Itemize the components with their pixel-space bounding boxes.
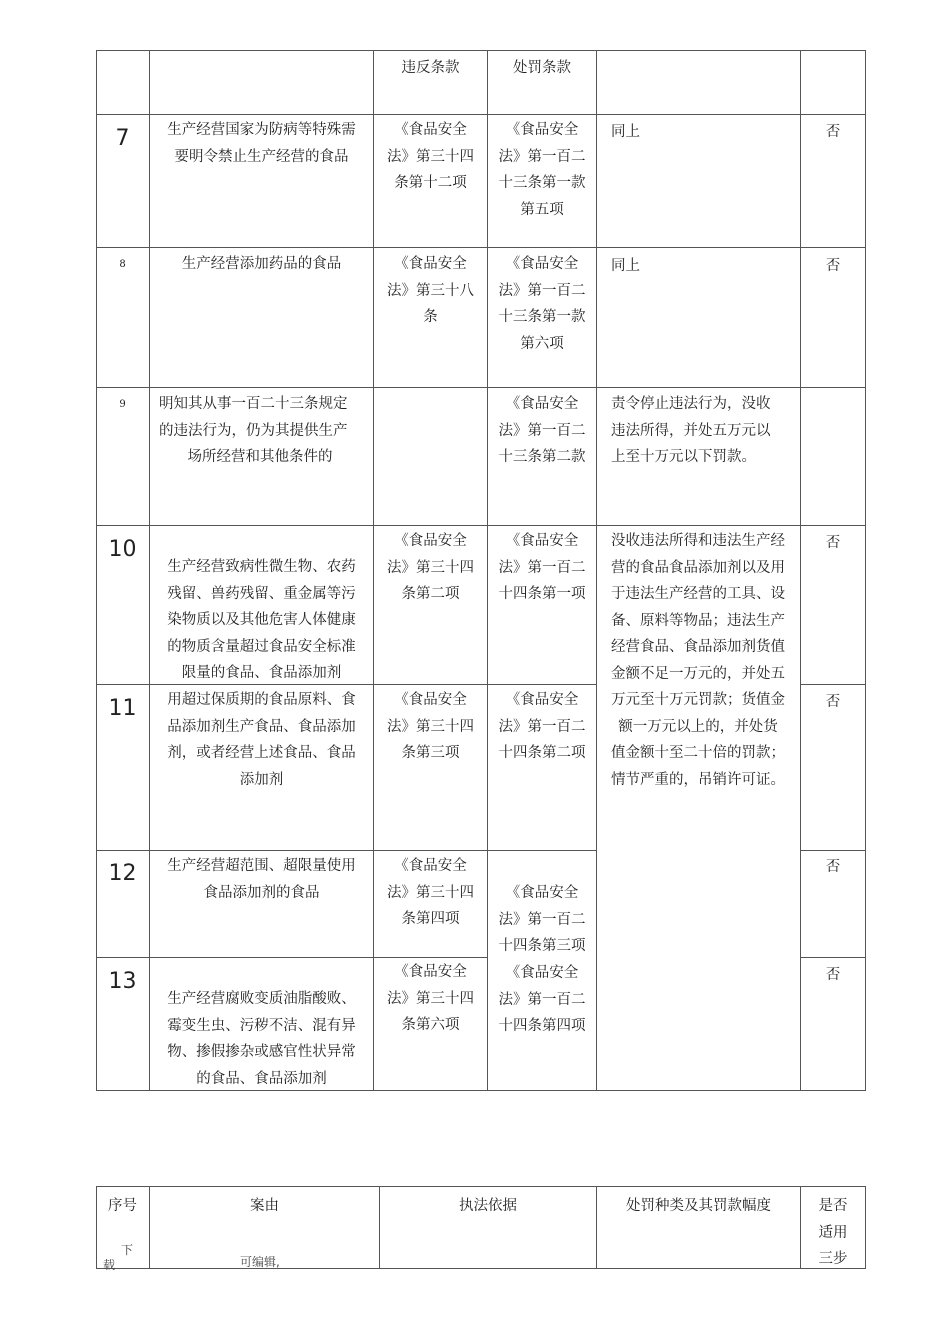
penalty-clause: [488, 251, 596, 357]
text-line: 《食品安全: [505, 885, 579, 901]
text-line: 生产经营致病性微生物、农药: [167, 559, 356, 575]
three-step: 否: [825, 694, 841, 710]
header-three-step: [801, 1193, 865, 1273]
penalty-kind: 同上: [611, 124, 640, 140]
penalty-clause: [488, 528, 596, 608]
text-line: 《食品安全: [505, 965, 579, 981]
text-line: 法》第三十四: [387, 884, 474, 901]
text-line: 染物质以及其他危害人体健康: [167, 612, 356, 628]
text-line: 于违法生产经营的工具、设: [611, 586, 785, 602]
case-reason: [150, 554, 373, 687]
col-divider: [865, 50, 866, 1091]
header-serial-number: 序号: [108, 1198, 137, 1214]
penalty-clause: [488, 880, 596, 960]
text-line: 物、掺假掺杂或感官性状异常: [167, 1044, 356, 1060]
row-number: 13: [108, 969, 137, 994]
row-divider: [800, 684, 865, 685]
text-line: 法》第一百二: [498, 422, 586, 439]
header-violate-clause: 违反条款: [401, 60, 460, 76]
text-line: 生产经营超范围、超限量使用: [167, 858, 356, 874]
row-divider: [96, 387, 865, 388]
header-penalty-kind: 处罚种类及其罚款幅度: [626, 1198, 771, 1214]
violate-clause: [374, 959, 487, 1039]
penalty-clause: [488, 687, 596, 767]
row-number: 9: [119, 399, 126, 410]
text-line: 是否: [818, 1198, 848, 1214]
text-line: 生产经营腐败变质油脂酸败、: [167, 991, 356, 1007]
violate-clause: [374, 251, 487, 331]
col-divider: [96, 50, 97, 1091]
text-line: 《食品安全: [505, 692, 579, 708]
penalty-kind-merged: [598, 528, 798, 793]
text-line: 十三条第一款: [498, 175, 586, 191]
text-line: 《食品安全: [505, 533, 579, 549]
text-line: 明知其从事一百二十三条规定: [159, 396, 348, 412]
header-enforcement-basis: 执法依据: [459, 1198, 517, 1214]
row-divider: [96, 114, 865, 115]
footer-editable-mark: 可编辑,: [240, 1255, 280, 1269]
text-line: 上至十万元以下罚款。: [611, 449, 756, 465]
text-line: 的物质含量超过食品安全标准: [167, 638, 356, 655]
three-step: 否: [825, 258, 841, 274]
text-line: 没收违法所得和违法生产经: [611, 533, 785, 549]
text-line: 十四条第四项: [498, 1018, 586, 1034]
text-line: 《食品安全: [394, 533, 467, 549]
table-top-border: [96, 1186, 865, 1187]
text-line: 十三条第一款: [498, 309, 586, 325]
text-line: 《食品安全: [505, 396, 579, 412]
case-reason: 生产经营添加药品的食品: [181, 256, 342, 272]
text-line: 场所经营和其他条件的: [187, 449, 333, 465]
text-line: 剂，或者经营上述食品、食品: [167, 745, 356, 761]
text-line: 三步: [818, 1251, 848, 1267]
text-line: 残留、兽药残留、重金属等污: [167, 585, 356, 602]
table-bottom-border: [96, 1268, 865, 1269]
footer-download-mark: 下: [121, 1243, 134, 1257]
violate-clause: [374, 117, 487, 197]
text-line: 万元至十万元罚款；货值金: [611, 692, 785, 708]
text-line: 备、原料等物品；违法生产: [611, 612, 785, 629]
text-line: 条第四项: [401, 911, 460, 927]
text-line: 法》第一百二: [498, 559, 586, 576]
text-line: 用超过保质期的食品原料、食: [167, 692, 356, 708]
row-divider: [800, 850, 865, 851]
row-number: 12: [108, 861, 137, 886]
text-line: 违法所得，并处五万元以: [611, 422, 771, 439]
text-line: 《食品安全: [394, 858, 467, 874]
text-line: 条: [423, 309, 438, 325]
violate-clause: [374, 853, 487, 933]
text-line: 《食品安全: [505, 122, 579, 138]
text-line: 责令停止违法行为，没收: [611, 396, 771, 412]
row-number: 10: [108, 537, 137, 562]
text-line: 值金额十至二十倍的罚款；: [611, 745, 785, 761]
penalty-clause: [488, 960, 596, 1040]
text-line: 生产经营国家为防病等特殊需: [167, 122, 356, 138]
row-divider: [800, 957, 865, 958]
row-number: 8: [119, 259, 126, 270]
text-line: 《食品安全: [394, 122, 467, 138]
text-line: 法》第一百二: [498, 911, 586, 928]
text-line: 经营食品、食品添加剂货值: [611, 639, 785, 655]
col-divider: [865, 1186, 866, 1269]
three-step: 否: [825, 967, 841, 983]
footer-download-mark-2: 载: [103, 1258, 116, 1272]
col-divider: [800, 50, 801, 1091]
text-line: 的违法行为，仍为其提供生产: [159, 422, 348, 439]
case-reason: [150, 853, 373, 906]
row-number: 7: [115, 126, 130, 151]
header-case-reason: 案由: [250, 1198, 279, 1214]
case-reason: [150, 986, 373, 1092]
text-line: 条第六项: [401, 1017, 460, 1033]
penalty-kind: 同上: [611, 258, 640, 274]
text-line: 《食品安全: [394, 692, 467, 708]
text-line: 《食品安全: [505, 256, 579, 272]
three-step: 否: [825, 859, 841, 875]
text-line: 法》第一百二: [498, 148, 586, 165]
text-line: 法》第一百二: [498, 718, 586, 735]
text-line: 《食品安全: [394, 964, 467, 980]
text-line: 十四条第二项: [498, 745, 586, 761]
text-line: 条第十二项: [394, 175, 467, 191]
text-line: 金额不足一万元的，并处五: [611, 665, 785, 682]
text-line: 条第三项: [401, 745, 460, 761]
violate-clause: [374, 687, 487, 767]
col-divider: [596, 50, 597, 1091]
text-line: 额一万元以上的，并处货: [618, 718, 778, 735]
text-line: 法》第三十八: [387, 282, 474, 299]
text-line: 十三条第二款: [498, 449, 586, 465]
text-line: 条第二项: [401, 586, 460, 602]
three-step: 否: [825, 124, 841, 140]
text-line: 营的食品食品添加剂以及用: [611, 559, 785, 576]
text-line: 的食品、食品添加剂: [196, 1070, 327, 1087]
text-line: 法》第一百二: [498, 282, 586, 299]
text-line: 第六项: [520, 335, 564, 352]
text-line: 品添加剂生产食品、食品添加: [167, 718, 356, 735]
penalty-clause: [488, 117, 596, 223]
case-reason: [150, 117, 373, 170]
violate-clause: [374, 528, 487, 608]
row-divider: [96, 850, 596, 851]
row-divider: [96, 247, 865, 248]
text-line: 霉变生虫、污秽不洁、混有异: [167, 1017, 356, 1034]
text-line: 十四条第三项: [498, 938, 586, 954]
text-line: 法》第三十四: [387, 990, 474, 1007]
row-divider: [96, 957, 488, 958]
three-step: 否: [825, 535, 841, 551]
row-divider: [96, 525, 865, 526]
text-line: 适用: [818, 1224, 848, 1241]
text-line: 法》第三十四: [387, 718, 474, 735]
text-line: 情节严重的，吊销许可证。: [611, 771, 785, 788]
case-reason: [150, 687, 373, 793]
text-line: 法》第一百二: [498, 991, 586, 1008]
text-line: 第五项: [520, 201, 564, 218]
text-line: 限量的食品、食品添加剂: [181, 665, 342, 681]
table-top-border: [96, 50, 865, 51]
text-line: 法》第三十四: [387, 148, 474, 165]
text-line: 十四条第一项: [498, 586, 586, 602]
text-line: 添加剂: [239, 771, 284, 788]
row-number: 11: [108, 696, 137, 721]
text-line: 法》第三十四: [387, 559, 474, 576]
case-reason: [159, 391, 371, 471]
penalty-clause: [488, 391, 596, 471]
penalty-kind: [611, 391, 796, 471]
text-line: 要明令禁止生产经营的食品: [174, 148, 349, 165]
text-line: 食品添加剂的食品: [203, 884, 320, 901]
text-line: 《食品安全: [394, 256, 467, 272]
header-penalty-clause: 处罚条款: [513, 60, 571, 76]
